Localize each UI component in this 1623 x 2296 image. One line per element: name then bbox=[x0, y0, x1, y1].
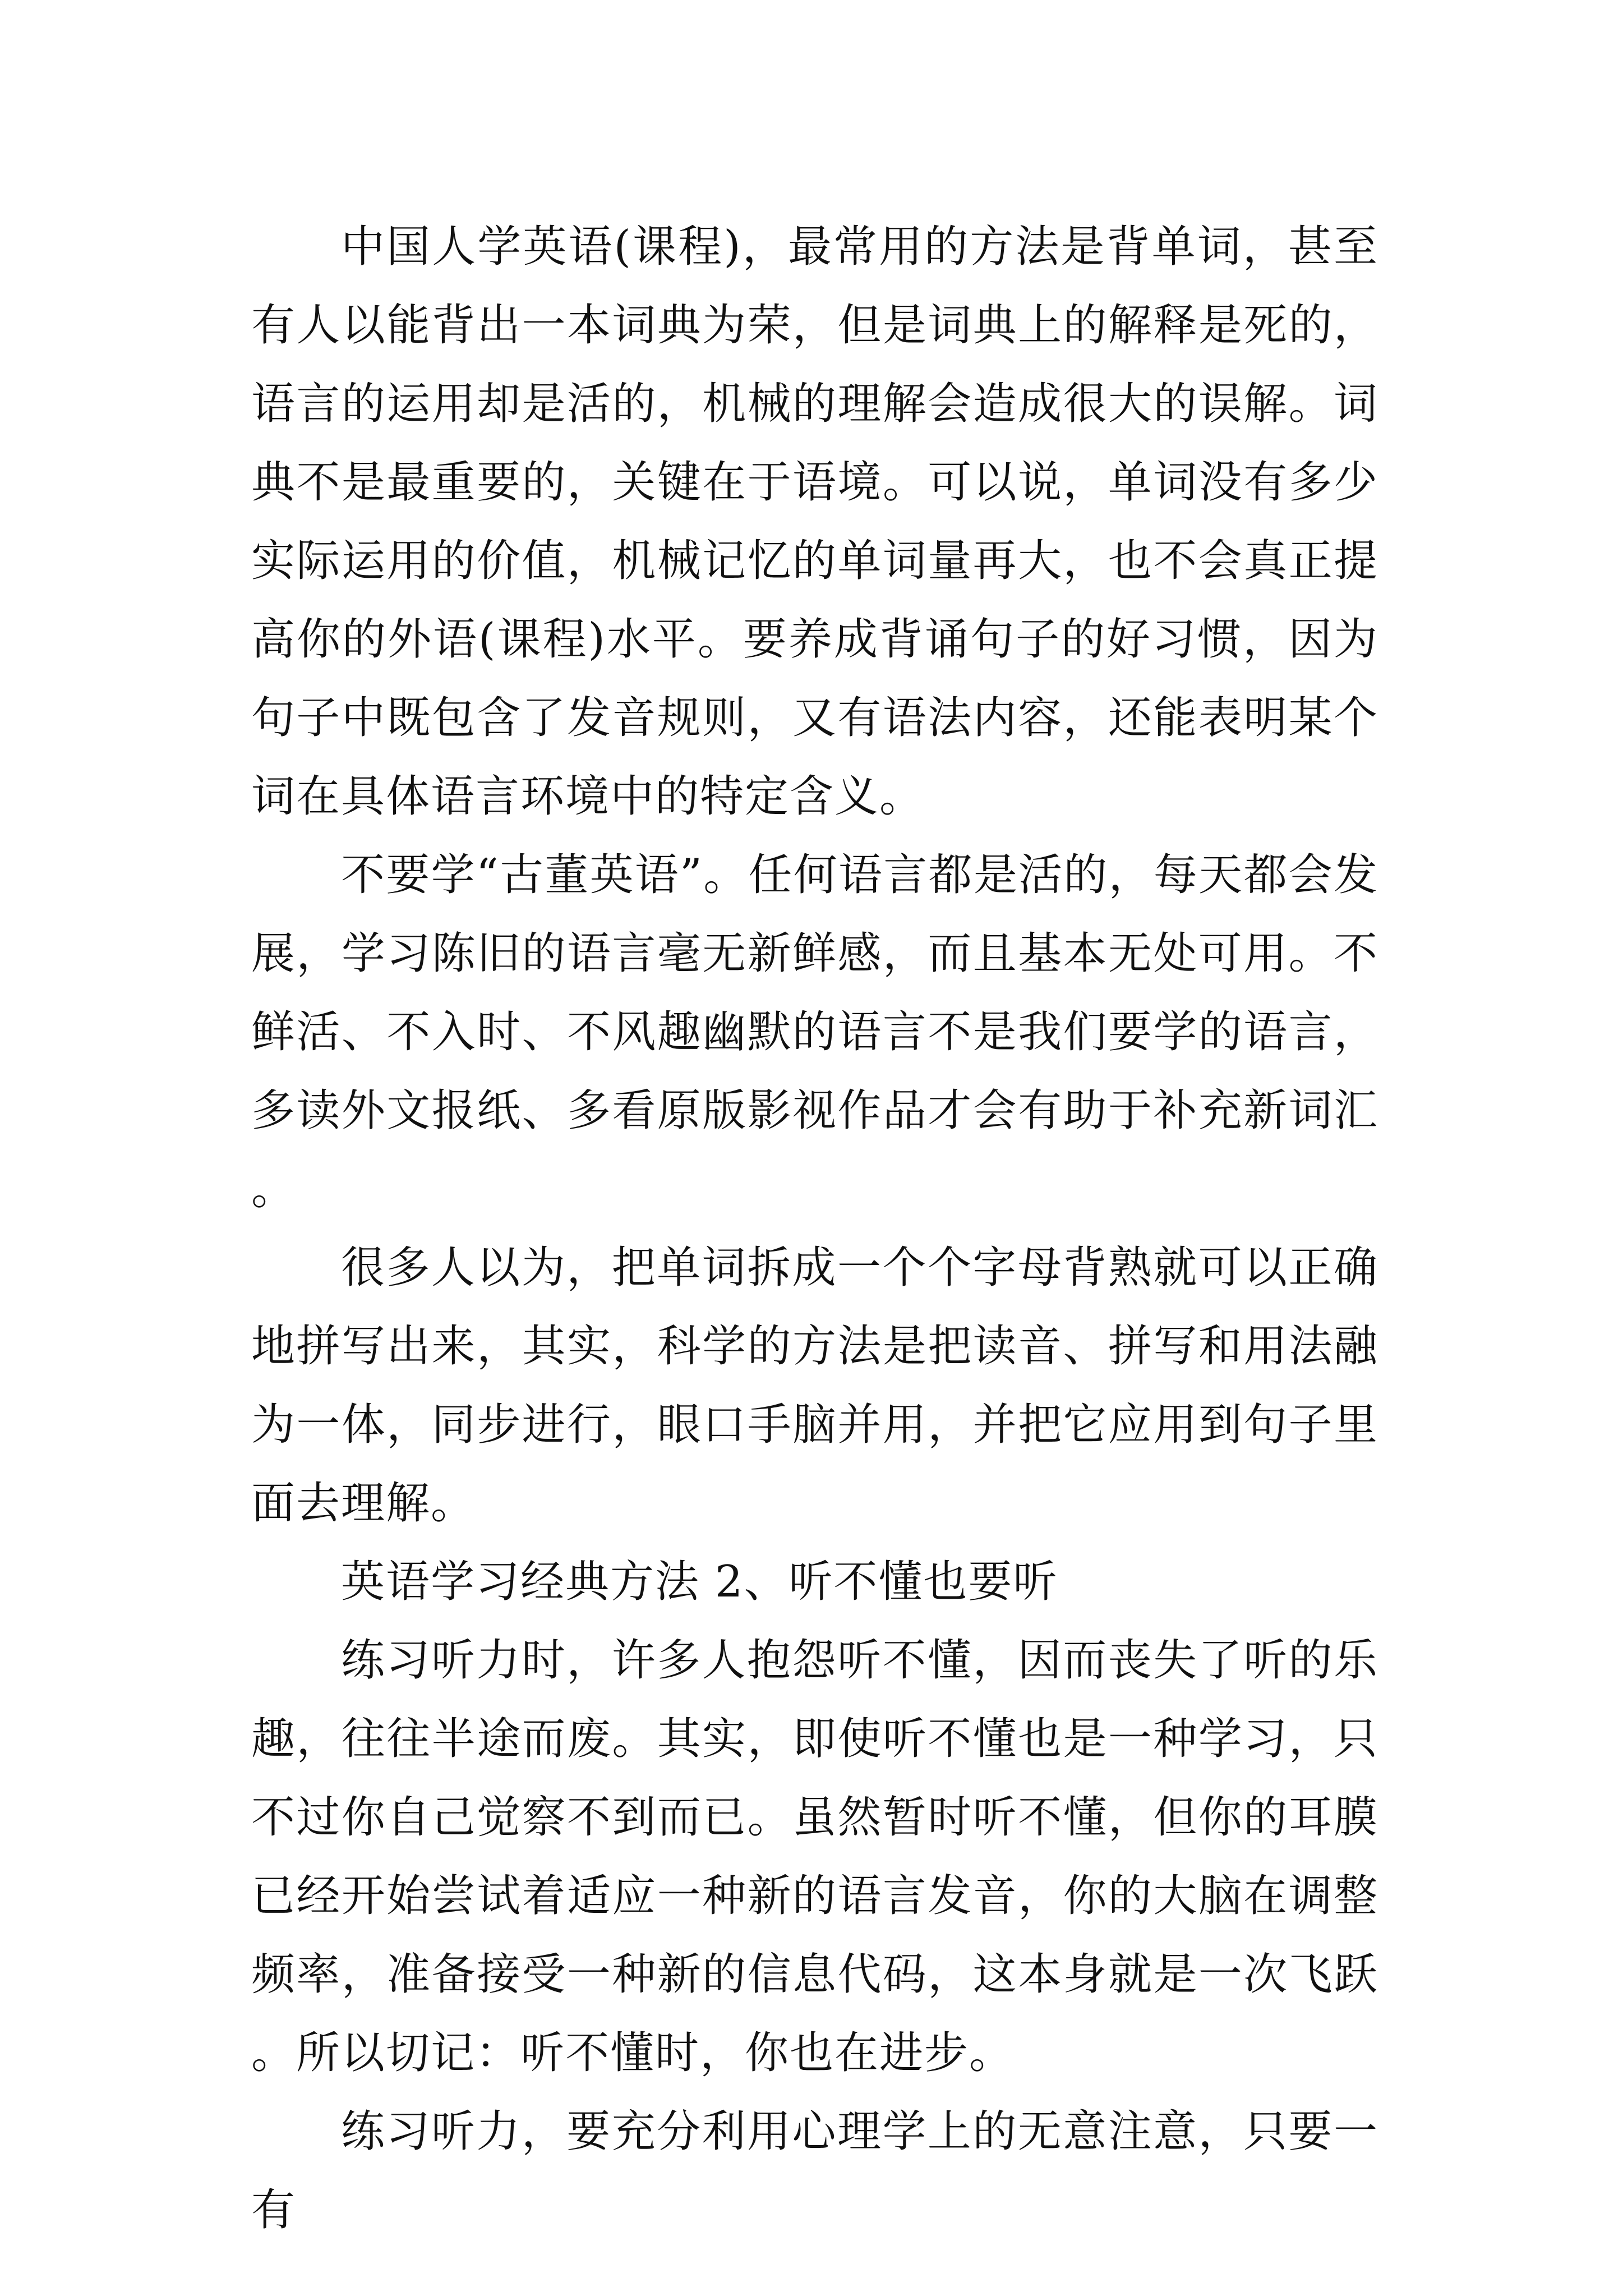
paragraph-spelling: 很多人以为，把单词拆成一个个字母背熟就可以正确地拼写出来，其实，科学的方法是把读音、拼写和用法融为一体，同步进行，眼口手脑并用，并把它应用到句子里面去理解。 bbox=[251, 1243, 1378, 1529]
paragraph-antique-english: 不要学“古董英语”。任何语言都是活的，每天都会发展，学习陈旧的语言毫无新鲜感，而且基本无处可用。不鲜活、不入时、不风趣幽默的语言不是我们要学的语言，多读外文报纸、多看原版影视作品才会有助于补充新词汇。 bbox=[251, 850, 1378, 1214]
document-body bbox=[251, 208, 1378, 2249]
paragraph-vocabulary: 中国人学英语(课程)，最常用的方法是背单词，甚至有人以能背出一本词典为荣，但是词典上的解释是死的，语言的运用却是活的，机械的理解会造成很大的误解。词典不是最重要的，关键在于语境。可以说，单词没有多少实际运用的价值，机械记忆的单词量再大，也不会真正提高你的外语(课程)水平。要养成背诵句子的好习惯，因为句子中既包含了发音规则，又有语法内容，还能表明某个词在具体语言环境中的特定含义。 bbox=[251, 222, 1378, 822]
paragraph-listening: 练习听力时，许多人抱怨听不懂，因而丧失了听的乐趣，往往半途而废。其实，即使听不懂也是一种学习，只不过你自己觉察不到而已。虽然暂时听不懂，但你的耳膜已经开始尝试着适应一种新的语言发音，你的大脑在调整频率，准备接受一种新的信息代码，这本身就是一次飞跃。所以切记：听不懂时，你也在进步。 bbox=[251, 1635, 1378, 2078]
section-heading-listening: 英语学习经典方法 2、听不懂也要听 bbox=[341, 1557, 1058, 1607]
paragraph-listening-attention: 练习听力，要充分利用心理学上的无意注意，只要一有 bbox=[251, 2106, 1378, 2235]
